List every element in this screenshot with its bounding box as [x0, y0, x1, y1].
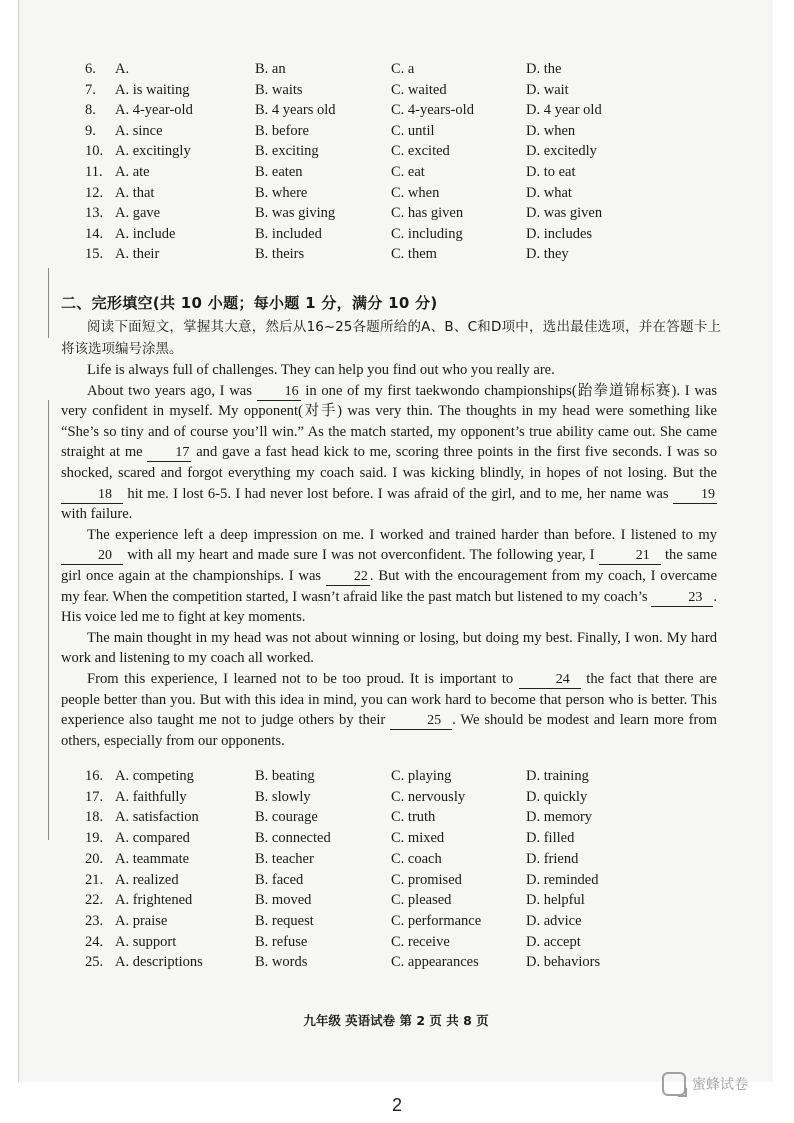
passage-text: . We should be modest and learn more from others, especially from our opponents.: [61, 712, 717, 749]
option-c: C. when: [391, 184, 440, 201]
option-a: A. compared: [115, 830, 190, 847]
option-b: B. an: [255, 61, 286, 77]
question-number: 8.: [85, 102, 96, 119]
option-c: C. mixed: [391, 830, 445, 847]
option-a: A. descriptions: [115, 954, 203, 971]
blank-17: 17: [147, 445, 191, 462]
option-a: A. include: [115, 225, 176, 242]
option-d: D. includes: [526, 225, 593, 242]
question-number: 20.: [85, 850, 104, 867]
option-c: C. appearances: [391, 954, 479, 971]
option-c: C. including: [391, 225, 463, 242]
option-a: A. support: [115, 933, 177, 950]
option-a: A. teammate: [115, 850, 190, 867]
option-d: D. training: [526, 768, 589, 784]
option-c: C. until: [391, 122, 435, 139]
option-c: C. 4-years-old: [391, 102, 474, 119]
passage-text: . But with the encouragement from my coach, I overcame my fear. When the competition started, I wasn’t afraid like the past match but listened to my coach’s: [61, 567, 718, 605]
option-b: B. request: [255, 912, 314, 929]
option-b: B. was giving: [255, 205, 336, 222]
passage-text: From this experience, I learned not to be too proud. It is important to: [87, 670, 514, 687]
question-number: 12.: [85, 184, 104, 201]
option-b: B. teacher: [255, 850, 314, 867]
blank-25: 25: [390, 713, 452, 730]
option-b: B. included: [255, 225, 322, 242]
option-a: A. frightened: [115, 892, 193, 909]
option-c: C. eat: [391, 164, 425, 180]
question-number: 7.: [85, 81, 96, 98]
watermark: [662, 1072, 748, 1096]
option-b: B. words: [255, 954, 308, 971]
question-number: 17.: [85, 788, 104, 805]
option-d: D. excitedly: [526, 143, 597, 160]
option-a: A. is waiting: [115, 81, 190, 98]
question-number: 25.: [85, 954, 104, 971]
option-b: B. refuse: [255, 933, 308, 950]
question-number: 11.: [85, 164, 103, 180]
option-b: B. exciting: [255, 143, 319, 160]
passage-text: and gave a fast head kick to me, scoring three points in the first five seconds. I was so shocked, scared and forgot everything my coach said. I was kicking blindly, in hopes of not losing. But the: [61, 444, 718, 481]
question-number: 6.: [85, 61, 96, 77]
option-a: A. satisfaction: [115, 809, 199, 826]
option-a: A. 4-year-old: [115, 102, 193, 119]
option-a: A. competing: [115, 768, 194, 784]
option-c: C. truth: [391, 809, 436, 826]
option-b: B. eaten: [255, 164, 303, 180]
option-d: D. the: [526, 61, 562, 77]
option-a: A. since: [115, 122, 163, 139]
option-a: A. praise: [115, 912, 168, 929]
option-d: D. advice: [526, 912, 582, 929]
question-number: 13.: [85, 205, 104, 222]
option-b: B. moved: [255, 892, 312, 909]
section-instruction: 阅读下面短文，掌握其大意，然后从16~25各题所给的A、B、C和D项中，选出最佳选项，并在答题卡上将该选项编号涂黑。: [61, 319, 721, 357]
margin-mark: [48, 400, 49, 840]
option-a: A. realized: [115, 871, 179, 888]
passage-paragraph: [61, 525, 717, 628]
exam-sheet: [18, 0, 773, 1082]
margin-mark: [48, 268, 49, 338]
passage-text: with failure.: [61, 506, 133, 523]
option-d: D. wait: [526, 81, 569, 98]
option-d: D. reminded: [526, 871, 599, 888]
passage-paragraph: The main thought in my head was not about winning or losing, but doing my best. Finally, I won. My hard work and listening to my coach all worked.: [61, 629, 717, 667]
option-c: C. waited: [391, 81, 447, 98]
option-d: D. when: [526, 122, 576, 139]
passage-text: the fact that there are people better than you. But with this idea in mind, you can work hard to become that person who is better. This experience also taught me not to judge others by their: [61, 670, 718, 729]
option-c: C. pleased: [391, 892, 452, 909]
section-title: 二、完形填空(共 10 小题；每小题 1 分，满分 10 分): [61, 294, 438, 312]
option-d: D. what: [526, 184, 572, 201]
option-b: B. courage: [255, 809, 318, 826]
option-d: D. quickly: [526, 788, 588, 805]
passage-paragraph: [61, 381, 717, 525]
passage-text: About two years ago, I was: [87, 382, 252, 399]
blank-21: 21: [599, 548, 661, 565]
passage-text: . His voice led me to fight at key moments.: [61, 588, 717, 626]
option-c: C. playing: [391, 768, 452, 784]
passage-text: The experience left a deep impression on me. I worked and trained harder than before. I listened to my: [87, 526, 717, 543]
passage-text: with all my heart and made sure I was not overconfident. The following year, I: [127, 547, 595, 564]
option-c: C. a: [391, 61, 415, 77]
question-number: 16.: [85, 768, 104, 784]
option-b: B. connected: [255, 830, 331, 847]
blank-18: 18: [61, 487, 123, 504]
option-d: D. they: [526, 246, 569, 263]
watermark-text: 蜜蜂试卷: [692, 1077, 748, 1093]
page-footer: 九年级 英语试卷 第 2 页 共 8 页: [303, 1013, 489, 1028]
option-c: C. nervously: [391, 788, 466, 805]
option-d: D. friend: [526, 850, 579, 867]
option-b: B. faced: [255, 871, 304, 888]
blank-19: 19: [673, 487, 717, 504]
option-c: C. has given: [391, 205, 464, 222]
question-number: 10.: [85, 143, 104, 160]
blank-16: 16: [257, 384, 301, 401]
option-b: B. beating: [255, 768, 315, 784]
option-d: D. 4 year old: [526, 102, 602, 119]
passage-text: hit me. I lost 6-5. I had never lost before. I was afraid of the girl, and to me, her name was: [127, 485, 669, 502]
blank-24: 24: [519, 672, 581, 689]
blank-23: 23: [651, 590, 713, 607]
option-a: A. excitingly: [115, 143, 191, 160]
search-q-icon: [662, 1072, 686, 1096]
passage-text: the same girl once again at the championships. I was: [61, 547, 718, 584]
question-number: 15.: [85, 246, 104, 263]
blank-22: 22: [326, 569, 370, 586]
option-b: B. theirs: [255, 246, 305, 263]
option-b: B. 4 years old: [255, 102, 336, 119]
option-b: B. before: [255, 122, 309, 139]
cloze-passage: [61, 360, 717, 751]
question-number: 22.: [85, 892, 104, 909]
option-d: D. behaviors: [526, 954, 601, 971]
option-d: D. memory: [526, 809, 593, 826]
option-d: D. helpful: [526, 892, 585, 909]
question-number: 21.: [85, 871, 104, 888]
question-number: 18.: [85, 809, 104, 826]
option-b: B. waits: [255, 81, 303, 98]
question-number: 14.: [85, 225, 104, 242]
option-d: D. accept: [526, 933, 581, 950]
option-c: C. excited: [391, 143, 450, 160]
option-c: C. performance: [391, 912, 482, 929]
option-a: A. gave: [115, 205, 161, 222]
option-c: C. coach: [391, 850, 442, 867]
question-number: 23.: [85, 912, 104, 929]
page-number: 2: [391, 1095, 402, 1115]
passage-paragraph: Life is always full of challenges. They can help you find out who you really are.: [87, 362, 555, 378]
option-a: A.: [115, 61, 130, 77]
passage-paragraph: [61, 669, 717, 751]
option-b: B. where: [255, 184, 308, 201]
option-c: C. receive: [391, 933, 450, 950]
question-number: 19.: [85, 830, 104, 847]
option-d: D. was given: [526, 205, 603, 222]
option-a: A. faithfully: [115, 788, 187, 805]
option-d: D. filled: [526, 830, 575, 847]
option-c: C. promised: [391, 871, 462, 888]
option-b: B. slowly: [255, 788, 311, 805]
blank-20: 20: [61, 548, 123, 565]
question-number: 24.: [85, 933, 104, 950]
question-number: 9.: [85, 122, 96, 139]
option-d: D. to eat: [526, 164, 576, 180]
option-a: A. ate: [115, 164, 150, 180]
option-a: A. their: [115, 246, 160, 263]
passage-text: in one of my first taekwondo championships(跆拳道锦标赛). I was very confident in myself. My opponent(对手) was very thin. The thoughts in my head were something like “She’s so tiny and of course you’ll win.” As the match started, my opponent’s true ability came out. She came straight at me: [61, 382, 718, 461]
option-a: A. that: [115, 184, 155, 201]
option-c: C. them: [391, 246, 437, 263]
